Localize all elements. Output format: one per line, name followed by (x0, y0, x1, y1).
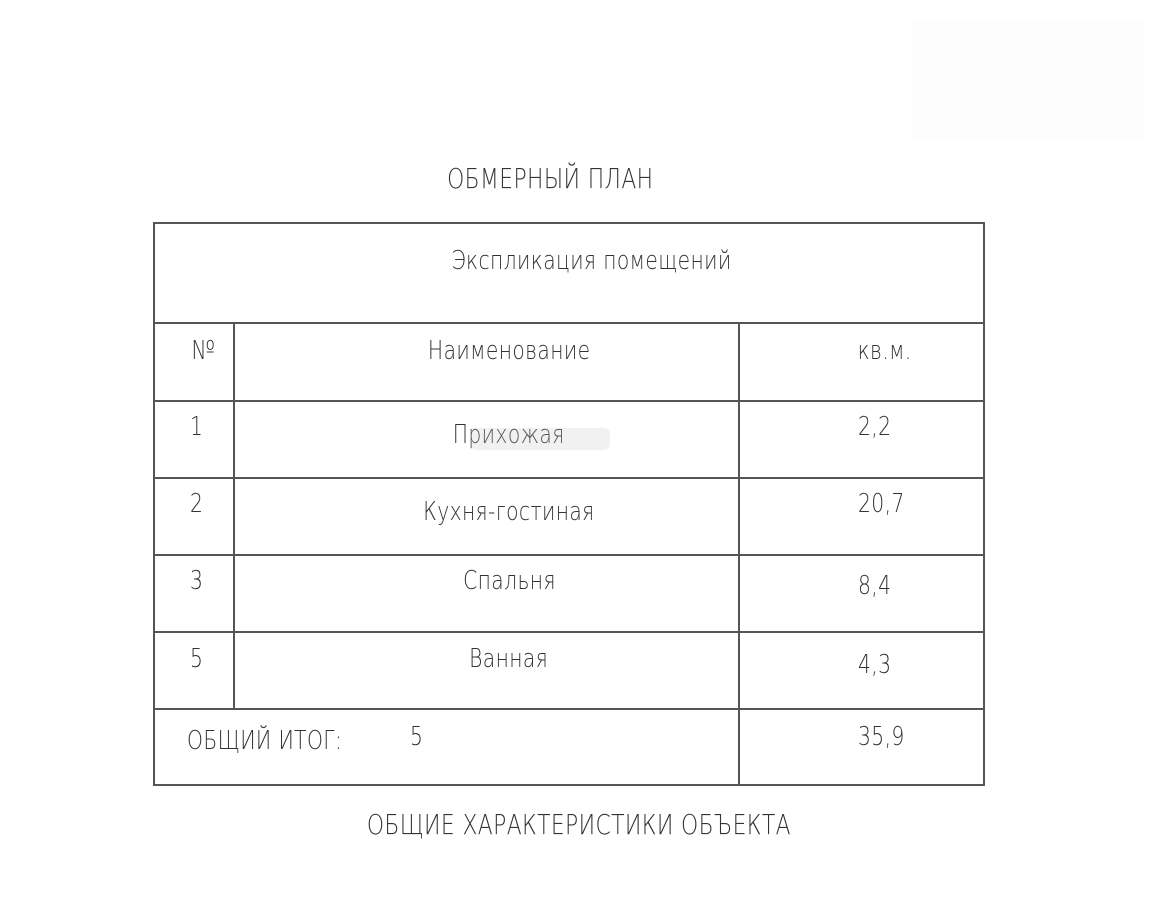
row-area: 2,2 (858, 412, 892, 442)
table-caption: Экспликация помещений (451, 246, 733, 276)
row-area: 4,3 (858, 650, 892, 680)
table-divider-header (153, 400, 985, 402)
row-area: 20,7 (858, 489, 905, 519)
total-area: 35,9 (858, 722, 905, 752)
header-area: кв.м. (857, 336, 913, 366)
header-name: Наименование (427, 336, 591, 366)
table-divider-row2 (153, 554, 985, 556)
total-label: ОБЩИЙ ИТОГ: (187, 726, 343, 756)
row-area: 8,4 (858, 571, 892, 601)
table-divider-caption (153, 322, 985, 324)
watermark-area (912, 20, 1144, 138)
plan-title: ОБМЕРНЫЙ ПЛАН (446, 162, 654, 195)
row-name: Кухня-гостиная (423, 497, 595, 527)
row-number: 1 (190, 412, 204, 442)
total-count: 5 (410, 722, 424, 752)
header-number: № (190, 336, 216, 366)
column-divider-area (738, 322, 740, 786)
row-number: 3 (190, 566, 204, 596)
text-smudge (470, 428, 610, 450)
footer-title: ОБЩИЕ ХАРАКТЕРИСТИКИ ОБЪЕКТА (366, 808, 792, 841)
row-name: Ванная (469, 644, 549, 674)
row-name: Спальня (462, 566, 556, 596)
table-divider-row4 (153, 708, 985, 710)
row-number: 5 (190, 644, 204, 674)
table-divider-row1 (153, 477, 985, 479)
row-number: 2 (190, 489, 204, 519)
row-name: Прихожая (453, 420, 565, 450)
table-divider-row3 (153, 631, 985, 633)
